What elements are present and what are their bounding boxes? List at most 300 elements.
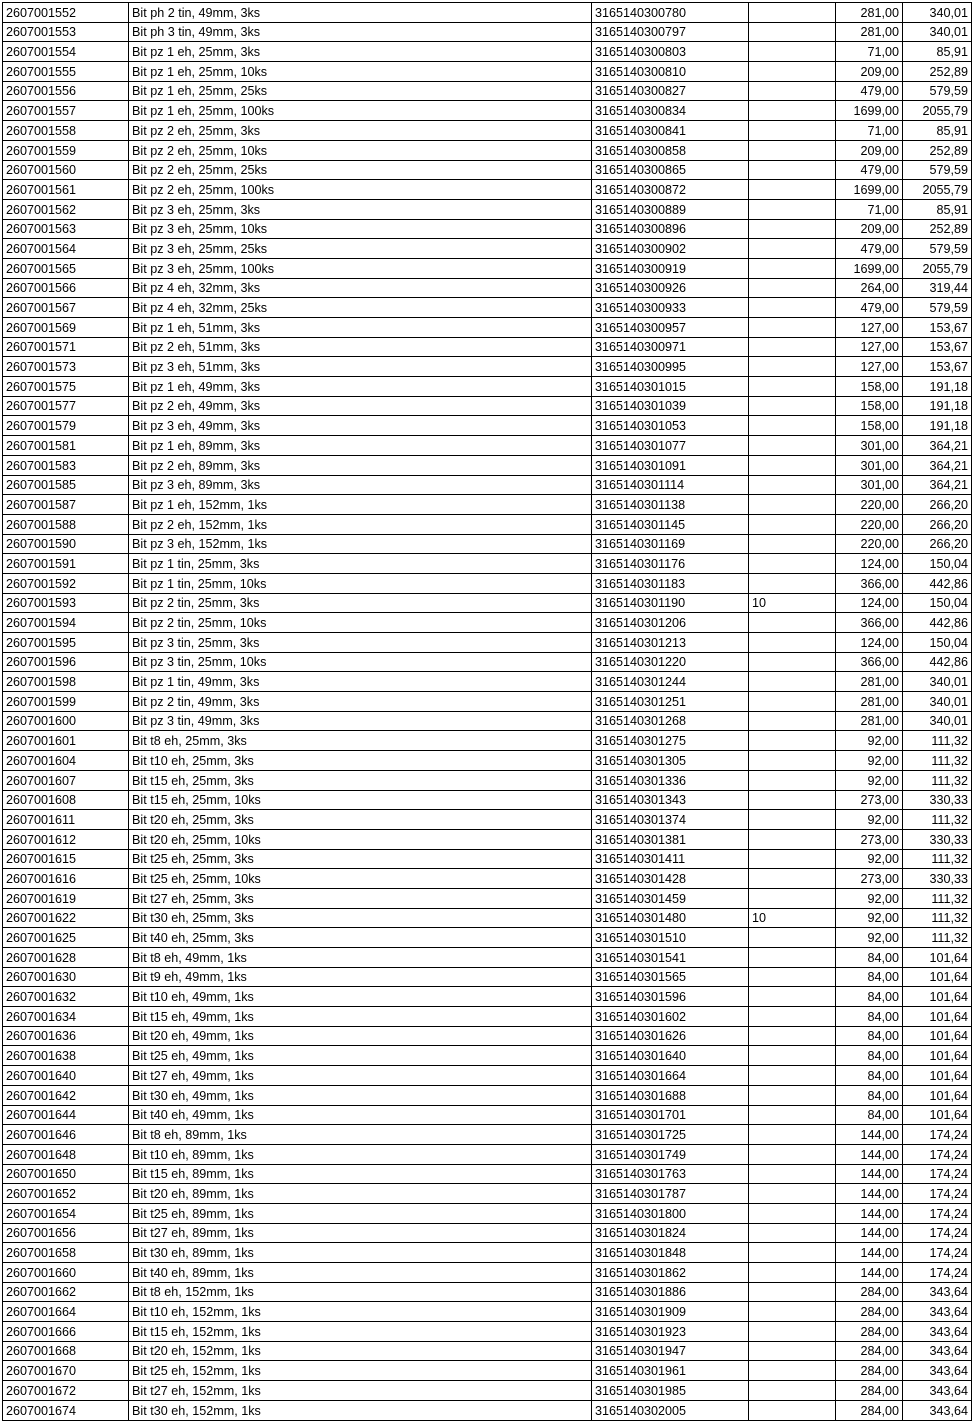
table-row xyxy=(3,1066,972,1086)
ean-cell: 3165140301541 xyxy=(592,948,749,968)
ean-cell: 3165140301381 xyxy=(592,829,749,849)
product-code-cell: 2607001658 xyxy=(3,1243,129,1263)
quantity-cell xyxy=(749,318,836,338)
product-code-cell: 2607001672 xyxy=(3,1381,129,1401)
ean-cell: 3165140300797 xyxy=(592,22,749,42)
table-row xyxy=(3,1400,972,1420)
price-with-vat-cell: 364,21 xyxy=(903,475,972,495)
price-with-vat-cell: 319,44 xyxy=(903,278,972,298)
ean-cell: 3165140301145 xyxy=(592,514,749,534)
quantity-cell xyxy=(749,1361,836,1381)
quantity-cell xyxy=(749,1144,836,1164)
quantity-cell xyxy=(749,514,836,534)
price-cell: 1699,00 xyxy=(836,180,903,200)
table-row xyxy=(3,967,972,987)
price-with-vat-cell: 111,32 xyxy=(903,908,972,928)
quantity-cell xyxy=(749,573,836,593)
price-with-vat-cell: 111,32 xyxy=(903,928,972,948)
price-with-vat-cell: 579,59 xyxy=(903,81,972,101)
description-cell: Bit t25 eh, 49mm, 1ks xyxy=(129,1046,592,1066)
table-row xyxy=(3,42,972,62)
product-code-cell: 2607001585 xyxy=(3,475,129,495)
ean-cell: 3165140301725 xyxy=(592,1125,749,1145)
description-cell: Bit pz 3 eh, 25mm, 25ks xyxy=(129,239,592,259)
price-with-vat-cell: 174,24 xyxy=(903,1243,972,1263)
description-cell: Bit t10 eh, 152mm, 1ks xyxy=(129,1302,592,1322)
ean-cell: 3165140301909 xyxy=(592,1302,749,1322)
quantity-cell xyxy=(749,652,836,672)
price-with-vat-cell: 101,64 xyxy=(903,1066,972,1086)
ean-cell: 3165140301510 xyxy=(592,928,749,948)
table-row xyxy=(3,199,972,219)
price-cell: 479,00 xyxy=(836,160,903,180)
quantity-cell xyxy=(749,928,836,948)
ean-cell: 3165140301459 xyxy=(592,888,749,908)
description-cell: Bit pz 2 eh, 51mm, 3ks xyxy=(129,337,592,357)
price-with-vat-cell: 101,64 xyxy=(903,1026,972,1046)
price-cell: 220,00 xyxy=(836,495,903,515)
table-row xyxy=(3,180,972,200)
table-row xyxy=(3,573,972,593)
table-row xyxy=(3,337,972,357)
price-with-vat-cell: 364,21 xyxy=(903,436,972,456)
description-cell: Bit t8 eh, 152mm, 1ks xyxy=(129,1282,592,1302)
ean-cell: 3165140301749 xyxy=(592,1144,749,1164)
table-row xyxy=(3,888,972,908)
price-with-vat-cell: 252,89 xyxy=(903,219,972,239)
quantity-cell xyxy=(749,633,836,653)
product-code-cell: 2607001652 xyxy=(3,1184,129,1204)
description-cell: Bit t27 eh, 25mm, 3ks xyxy=(129,888,592,908)
price-with-vat-cell: 330,33 xyxy=(903,829,972,849)
price-cell: 209,00 xyxy=(836,219,903,239)
description-cell: Bit t15 eh, 25mm, 10ks xyxy=(129,790,592,810)
price-with-vat-cell: 174,24 xyxy=(903,1263,972,1283)
description-cell: Bit ph 2 tin, 49mm, 3ks xyxy=(129,3,592,23)
description-cell: Bit t40 eh, 25mm, 3ks xyxy=(129,928,592,948)
quantity-cell xyxy=(749,81,836,101)
product-code-cell: 2607001646 xyxy=(3,1125,129,1145)
description-cell: Bit t15 eh, 49mm, 1ks xyxy=(129,1007,592,1027)
price-with-vat-cell: 101,64 xyxy=(903,948,972,968)
product-code-cell: 2607001577 xyxy=(3,396,129,416)
product-code-cell: 2607001615 xyxy=(3,849,129,869)
description-cell: Bit t15 eh, 152mm, 1ks xyxy=(129,1322,592,1342)
quantity-cell xyxy=(749,121,836,141)
description-cell: Bit pz 2 eh, 25mm, 3ks xyxy=(129,121,592,141)
ean-cell: 3165140301664 xyxy=(592,1066,749,1086)
ean-cell: 3165140302005 xyxy=(592,1400,749,1420)
ean-cell: 3165140300933 xyxy=(592,298,749,318)
product-code-cell: 2607001579 xyxy=(3,416,129,436)
ean-cell: 3165140301114 xyxy=(592,475,749,495)
ean-cell: 3165140300865 xyxy=(592,160,749,180)
price-cell: 284,00 xyxy=(836,1282,903,1302)
description-cell: Bit t20 eh, 89mm, 1ks xyxy=(129,1184,592,1204)
price-cell: 84,00 xyxy=(836,1026,903,1046)
price-cell: 209,00 xyxy=(836,62,903,82)
table-row xyxy=(3,672,972,692)
price-with-vat-cell: 266,20 xyxy=(903,534,972,554)
table-row xyxy=(3,475,972,495)
ean-cell: 3165140301077 xyxy=(592,436,749,456)
quantity-cell xyxy=(749,534,836,554)
price-table xyxy=(2,2,972,1421)
ean-cell: 3165140300810 xyxy=(592,62,749,82)
product-code-cell: 2607001662 xyxy=(3,1282,129,1302)
table-row xyxy=(3,140,972,160)
quantity-cell xyxy=(749,987,836,1007)
price-cell: 264,00 xyxy=(836,278,903,298)
product-code-cell: 2607001670 xyxy=(3,1361,129,1381)
description-cell: Bit t30 eh, 25mm, 3ks xyxy=(129,908,592,928)
price-cell: 273,00 xyxy=(836,869,903,889)
table-row xyxy=(3,101,972,121)
table-row xyxy=(3,239,972,259)
description-cell: Bit t25 eh, 25mm, 10ks xyxy=(129,869,592,889)
description-cell: Bit t30 eh, 152mm, 1ks xyxy=(129,1400,592,1420)
price-cell: 92,00 xyxy=(836,849,903,869)
quantity-cell xyxy=(749,258,836,278)
table-row xyxy=(3,160,972,180)
price-with-vat-cell: 174,24 xyxy=(903,1184,972,1204)
price-with-vat-cell: 150,04 xyxy=(903,554,972,574)
ean-cell: 3165140301275 xyxy=(592,731,749,751)
product-code-cell: 2607001628 xyxy=(3,948,129,968)
table-row xyxy=(3,396,972,416)
product-code-cell: 2607001650 xyxy=(3,1164,129,1184)
product-code-cell: 2607001590 xyxy=(3,534,129,554)
price-cell: 301,00 xyxy=(836,455,903,475)
table-row xyxy=(3,1026,972,1046)
price-with-vat-cell: 340,01 xyxy=(903,672,972,692)
price-with-vat-cell: 111,32 xyxy=(903,751,972,771)
description-cell: Bit pz 4 eh, 32mm, 25ks xyxy=(129,298,592,318)
quantity-cell xyxy=(749,731,836,751)
product-code-cell: 2607001553 xyxy=(3,22,129,42)
table-row xyxy=(3,692,972,712)
ean-cell: 3165140301091 xyxy=(592,455,749,475)
product-code-cell: 2607001588 xyxy=(3,514,129,534)
price-cell: 1699,00 xyxy=(836,258,903,278)
price-with-vat-cell: 111,32 xyxy=(903,849,972,869)
quantity-cell xyxy=(749,888,836,908)
quantity-cell xyxy=(749,1203,836,1223)
product-code-cell: 2607001599 xyxy=(3,692,129,712)
quantity-cell xyxy=(749,849,836,869)
quantity-cell xyxy=(749,101,836,121)
table-row xyxy=(3,495,972,515)
ean-cell: 3165140301947 xyxy=(592,1341,749,1361)
quantity-cell xyxy=(749,3,836,23)
quantity-cell xyxy=(749,278,836,298)
description-cell: Bit pz 2 eh, 89mm, 3ks xyxy=(129,455,592,475)
quantity-cell xyxy=(749,711,836,731)
price-with-vat-cell: 191,18 xyxy=(903,396,972,416)
product-code-cell: 2607001660 xyxy=(3,1263,129,1283)
ean-cell: 3165140301169 xyxy=(592,534,749,554)
price-with-vat-cell: 174,24 xyxy=(903,1125,972,1145)
price-cell: 127,00 xyxy=(836,357,903,377)
price-cell: 71,00 xyxy=(836,42,903,62)
ean-cell: 3165140301176 xyxy=(592,554,749,574)
product-code-cell: 2607001587 xyxy=(3,495,129,515)
quantity-cell xyxy=(749,62,836,82)
description-cell: Bit t20 eh, 25mm, 10ks xyxy=(129,829,592,849)
table-row xyxy=(3,121,972,141)
quantity-cell xyxy=(749,1223,836,1243)
quantity-cell xyxy=(749,1125,836,1145)
price-with-vat-cell: 364,21 xyxy=(903,455,972,475)
ean-cell: 3165140301626 xyxy=(592,1026,749,1046)
description-cell: Bit pz 2 tin, 49mm, 3ks xyxy=(129,692,592,712)
ean-cell: 3165140301251 xyxy=(592,692,749,712)
ean-cell: 3165140301787 xyxy=(592,1184,749,1204)
product-code-cell: 2607001592 xyxy=(3,573,129,593)
product-code-cell: 2607001612 xyxy=(3,829,129,849)
ean-cell: 3165140301923 xyxy=(592,1322,749,1342)
table-row xyxy=(3,770,972,790)
price-with-vat-cell: 442,86 xyxy=(903,652,972,672)
quantity-cell xyxy=(749,357,836,377)
product-code-cell: 2607001565 xyxy=(3,258,129,278)
price-cell: 144,00 xyxy=(836,1203,903,1223)
table-row xyxy=(3,1105,972,1125)
product-code-cell: 2607001632 xyxy=(3,987,129,1007)
quantity-cell xyxy=(749,948,836,968)
price-cell: 84,00 xyxy=(836,1046,903,1066)
price-cell: 158,00 xyxy=(836,396,903,416)
ean-cell: 3165140301244 xyxy=(592,672,749,692)
ean-cell: 3165140300971 xyxy=(592,337,749,357)
ean-cell: 3165140300834 xyxy=(592,101,749,121)
description-cell: Bit pz 1 tin, 49mm, 3ks xyxy=(129,672,592,692)
price-cell: 144,00 xyxy=(836,1125,903,1145)
ean-cell: 3165140301848 xyxy=(592,1243,749,1263)
product-code-cell: 2607001581 xyxy=(3,436,129,456)
ean-cell: 3165140301763 xyxy=(592,1164,749,1184)
table-row xyxy=(3,62,972,82)
price-cell: 281,00 xyxy=(836,22,903,42)
price-cell: 284,00 xyxy=(836,1322,903,1342)
price-with-vat-cell: 2055,79 xyxy=(903,258,972,278)
product-code-cell: 2607001575 xyxy=(3,377,129,397)
description-cell: Bit pz 2 tin, 25mm, 3ks xyxy=(129,593,592,613)
quantity-cell xyxy=(749,416,836,436)
ean-cell: 3165140301206 xyxy=(592,613,749,633)
description-cell: Bit t15 eh, 89mm, 1ks xyxy=(129,1164,592,1184)
quantity-cell: 10 xyxy=(749,593,836,613)
quantity-cell xyxy=(749,1282,836,1302)
product-code-cell: 2607001566 xyxy=(3,278,129,298)
price-cell: 127,00 xyxy=(836,318,903,338)
price-cell: 84,00 xyxy=(836,1085,903,1105)
quantity-cell xyxy=(749,455,836,475)
ean-cell: 3165140300957 xyxy=(592,318,749,338)
table-row xyxy=(3,593,972,613)
price-with-vat-cell: 111,32 xyxy=(903,810,972,830)
table-row xyxy=(3,751,972,771)
ean-cell: 3165140301800 xyxy=(592,1203,749,1223)
product-code-cell: 2607001583 xyxy=(3,455,129,475)
description-cell: Bit t30 eh, 49mm, 1ks xyxy=(129,1085,592,1105)
price-with-vat-cell: 340,01 xyxy=(903,692,972,712)
quantity-cell xyxy=(749,1026,836,1046)
product-code-cell: 2607001557 xyxy=(3,101,129,121)
product-code-cell: 2607001664 xyxy=(3,1302,129,1322)
description-cell: Bit ph 3 tin, 49mm, 3ks xyxy=(129,22,592,42)
product-code-cell: 2607001616 xyxy=(3,869,129,889)
description-cell: Bit pz 3 eh, 152mm, 1ks xyxy=(129,534,592,554)
quantity-cell xyxy=(749,436,836,456)
price-with-vat-cell: 579,59 xyxy=(903,298,972,318)
price-cell: 92,00 xyxy=(836,928,903,948)
product-code-cell: 2607001622 xyxy=(3,908,129,928)
product-code-cell: 2607001559 xyxy=(3,140,129,160)
table-row xyxy=(3,1381,972,1401)
table-row xyxy=(3,1184,972,1204)
ean-cell: 3165140301411 xyxy=(592,849,749,869)
table-row xyxy=(3,908,972,928)
price-with-vat-cell: 2055,79 xyxy=(903,180,972,200)
table-row xyxy=(3,219,972,239)
description-cell: Bit pz 1 eh, 49mm, 3ks xyxy=(129,377,592,397)
price-cell: 71,00 xyxy=(836,121,903,141)
ean-cell: 3165140301183 xyxy=(592,573,749,593)
product-code-cell: 2607001656 xyxy=(3,1223,129,1243)
table-row xyxy=(3,633,972,653)
description-cell: Bit t25 eh, 89mm, 1ks xyxy=(129,1203,592,1223)
ean-cell: 3165140300803 xyxy=(592,42,749,62)
quantity-cell xyxy=(749,1322,836,1342)
price-with-vat-cell: 85,91 xyxy=(903,121,972,141)
price-with-vat-cell: 174,24 xyxy=(903,1223,972,1243)
ean-cell: 3165140300827 xyxy=(592,81,749,101)
price-cell: 284,00 xyxy=(836,1361,903,1381)
description-cell: Bit pz 1 eh, 25mm, 25ks xyxy=(129,81,592,101)
product-code-cell: 2607001640 xyxy=(3,1066,129,1086)
product-code-cell: 2607001674 xyxy=(3,1400,129,1420)
quantity-cell xyxy=(749,495,836,515)
price-cell: 284,00 xyxy=(836,1341,903,1361)
description-cell: Bit pz 4 eh, 32mm, 3ks xyxy=(129,278,592,298)
table-row xyxy=(3,1007,972,1027)
quantity-cell xyxy=(749,751,836,771)
ean-cell: 3165140301640 xyxy=(592,1046,749,1066)
price-cell: 366,00 xyxy=(836,573,903,593)
description-cell: Bit t10 eh, 49mm, 1ks xyxy=(129,987,592,1007)
price-with-vat-cell: 340,01 xyxy=(903,3,972,23)
product-code-cell: 2607001598 xyxy=(3,672,129,692)
price-cell: 84,00 xyxy=(836,987,903,1007)
price-with-vat-cell: 174,24 xyxy=(903,1144,972,1164)
price-with-vat-cell: 111,32 xyxy=(903,731,972,751)
table-row xyxy=(3,258,972,278)
description-cell: Bit t15 eh, 25mm, 3ks xyxy=(129,770,592,790)
price-with-vat-cell: 2055,79 xyxy=(903,101,972,121)
table-row xyxy=(3,22,972,42)
ean-cell: 3165140301138 xyxy=(592,495,749,515)
quantity-cell xyxy=(749,219,836,239)
quantity-cell xyxy=(749,770,836,790)
ean-cell: 3165140300926 xyxy=(592,278,749,298)
description-cell: Bit t25 eh, 25mm, 3ks xyxy=(129,849,592,869)
price-cell: 281,00 xyxy=(836,711,903,731)
product-code-cell: 2607001607 xyxy=(3,770,129,790)
price-cell: 158,00 xyxy=(836,416,903,436)
price-cell: 144,00 xyxy=(836,1184,903,1204)
table-row xyxy=(3,514,972,534)
ean-cell: 3165140301824 xyxy=(592,1223,749,1243)
product-code-cell: 2607001563 xyxy=(3,219,129,239)
ean-cell: 3165140301305 xyxy=(592,751,749,771)
price-with-vat-cell: 343,64 xyxy=(903,1400,972,1420)
ean-cell: 3165140301480 xyxy=(592,908,749,928)
product-code-cell: 2607001644 xyxy=(3,1105,129,1125)
product-code-cell: 2607001666 xyxy=(3,1322,129,1342)
price-cell: 301,00 xyxy=(836,475,903,495)
ean-cell: 3165140301374 xyxy=(592,810,749,830)
description-cell: Bit pz 1 eh, 152mm, 1ks xyxy=(129,495,592,515)
price-cell: 84,00 xyxy=(836,1066,903,1086)
description-cell: Bit pz 1 eh, 51mm, 3ks xyxy=(129,318,592,338)
price-with-vat-cell: 101,64 xyxy=(903,1085,972,1105)
table-row xyxy=(3,928,972,948)
ean-cell: 3165140301190 xyxy=(592,593,749,613)
table-row xyxy=(3,731,972,751)
description-cell: Bit pz 1 eh, 89mm, 3ks xyxy=(129,436,592,456)
ean-cell: 3165140301213 xyxy=(592,633,749,653)
description-cell: Bit t20 eh, 152mm, 1ks xyxy=(129,1341,592,1361)
price-with-vat-cell: 343,64 xyxy=(903,1302,972,1322)
quantity-cell xyxy=(749,1164,836,1184)
table-row xyxy=(3,613,972,633)
description-cell: Bit pz 2 eh, 25mm, 10ks xyxy=(129,140,592,160)
product-code-cell: 2607001619 xyxy=(3,888,129,908)
description-cell: Bit t30 eh, 89mm, 1ks xyxy=(129,1243,592,1263)
price-with-vat-cell: 174,24 xyxy=(903,1164,972,1184)
description-cell: Bit pz 2 eh, 49mm, 3ks xyxy=(129,396,592,416)
ean-cell: 3165140301336 xyxy=(592,770,749,790)
product-code-cell: 2607001567 xyxy=(3,298,129,318)
price-with-vat-cell: 101,64 xyxy=(903,967,972,987)
product-code-cell: 2607001554 xyxy=(3,42,129,62)
product-code-cell: 2607001595 xyxy=(3,633,129,653)
price-cell: 284,00 xyxy=(836,1381,903,1401)
price-with-vat-cell: 150,04 xyxy=(903,633,972,653)
price-with-vat-cell: 343,64 xyxy=(903,1322,972,1342)
price-with-vat-cell: 153,67 xyxy=(903,337,972,357)
product-code-cell: 2607001552 xyxy=(3,3,129,23)
product-code-cell: 2607001555 xyxy=(3,62,129,82)
description-cell: Bit pz 3 eh, 25mm, 100ks xyxy=(129,258,592,278)
table-row xyxy=(3,1164,972,1184)
description-cell: Bit t8 eh, 25mm, 3ks xyxy=(129,731,592,751)
ean-cell: 3165140301268 xyxy=(592,711,749,731)
product-code-cell: 2607001625 xyxy=(3,928,129,948)
ean-cell: 3165140301053 xyxy=(592,416,749,436)
quantity-cell xyxy=(749,692,836,712)
table-row xyxy=(3,1203,972,1223)
table-row xyxy=(3,1085,972,1105)
product-code-cell: 2607001558 xyxy=(3,121,129,141)
price-cell: 479,00 xyxy=(836,81,903,101)
description-cell: Bit pz 2 eh, 25mm, 25ks xyxy=(129,160,592,180)
description-cell: Bit t8 eh, 89mm, 1ks xyxy=(129,1125,592,1145)
description-cell: Bit pz 1 eh, 25mm, 100ks xyxy=(129,101,592,121)
price-cell: 84,00 xyxy=(836,967,903,987)
ean-cell: 3165140300858 xyxy=(592,140,749,160)
